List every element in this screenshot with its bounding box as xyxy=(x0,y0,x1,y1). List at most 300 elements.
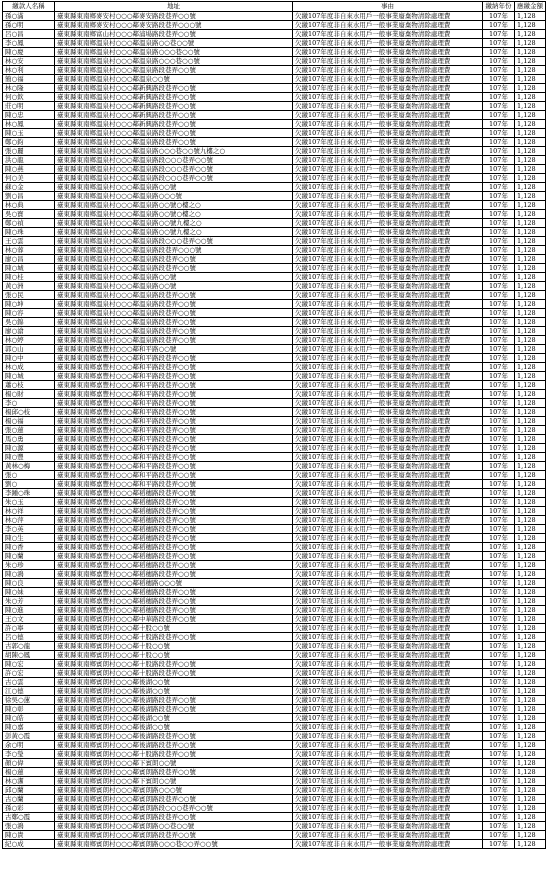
amount-cell: 1,128 xyxy=(515,597,546,606)
table-row xyxy=(3,642,546,651)
table-row xyxy=(3,228,546,237)
year-cell: 107年 xyxy=(483,57,515,66)
reason-cell: 欠繳107年度非自來水用戶一般事業廢棄物清除處理費 xyxy=(293,174,483,183)
payer-name-cell: 林○婷 xyxy=(3,336,55,345)
payer-name-cell: 孫○彩 xyxy=(3,804,55,813)
year-cell: 107年 xyxy=(483,390,515,399)
address-cell: 臺東縣東南鄉嘉豐村○○○鄰稻穗路段巷弄○○號 xyxy=(55,561,293,570)
amount-cell: 1,128 xyxy=(515,408,546,417)
address-cell: 臺東縣東南鄉嘉豐村○○○鄰和平路○○號 xyxy=(55,345,293,354)
payer-name-cell: 彭黃○霞 xyxy=(3,732,55,741)
payer-name-cell: 林○典 xyxy=(3,201,55,210)
address-cell: 臺東縣東南鄉嘉豐村○○○鄰和平路段巷弄○○號 xyxy=(55,363,293,372)
reason-cell: 欠繳107年度非自來水用戶一般事業廢棄物清除處理費 xyxy=(293,354,483,363)
payer-name-cell: 林○祥 xyxy=(3,507,55,516)
address-cell: 臺東縣東南鄉溫泉村○○○鄰溫泉路段巷弄○○號 xyxy=(55,327,293,336)
payer-name-cell: 陳○豐 xyxy=(3,453,55,462)
table-row xyxy=(3,48,546,57)
address-cell: 臺東縣東南鄉溫泉村○○○鄰溫泉路○○號○樓之○ xyxy=(55,210,293,219)
payer-name-cell: 古○蘭 xyxy=(3,795,55,804)
amount-cell: 1,128 xyxy=(515,282,546,291)
payer-name-cell: 鄭○鈞 xyxy=(3,138,55,147)
table-row xyxy=(3,282,546,291)
year-cell: 107年 xyxy=(483,327,515,336)
reason-cell: 欠繳107年度非自來水用戶一般事業廢棄物清除處理費 xyxy=(293,534,483,543)
year-cell: 107年 xyxy=(483,192,515,201)
reason-cell: 欠繳107年度非自來水用戶一般事業廢棄物清除處理費 xyxy=(293,309,483,318)
year-cell: 107年 xyxy=(483,813,515,822)
payer-name-cell: 朱○珍 xyxy=(3,561,55,570)
amount-cell: 1,128 xyxy=(515,579,546,588)
payer-name-cell: 陳○蘭 xyxy=(3,552,55,561)
payer-name-cell: 陳○進 xyxy=(3,606,55,615)
amount-cell: 1,128 xyxy=(515,759,546,768)
year-cell: 107年 xyxy=(483,606,515,615)
table-row xyxy=(3,732,546,741)
address-cell: 臺東縣東南鄉賓朗村○○○鄰下賓朗○○號 xyxy=(55,777,293,786)
reason-cell: 欠繳107年度非自來水用戶一般事業廢棄物清除處理費 xyxy=(293,291,483,300)
year-cell: 107年 xyxy=(483,570,515,579)
payer-name-cell: 陳○良 xyxy=(3,579,55,588)
amount-cell: 1,128 xyxy=(515,39,546,48)
header-row xyxy=(3,2,546,12)
reason-cell: 欠繳107年度非自來水用戶一般事業廢棄物清除處理費 xyxy=(293,840,483,849)
address-cell: 臺東縣東南鄉嘉豐村○○○鄰稻穗路段巷弄○○號 xyxy=(55,606,293,615)
amount-cell: 1,128 xyxy=(515,552,546,561)
year-cell: 107年 xyxy=(483,651,515,660)
year-cell: 107年 xyxy=(483,219,515,228)
amount-cell: 1,128 xyxy=(515,732,546,741)
payer-name-cell: 胡陳○鳳 xyxy=(3,651,55,660)
table-row xyxy=(3,795,546,804)
amount-cell: 1,128 xyxy=(515,75,546,84)
amount-cell: 1,128 xyxy=(515,795,546,804)
year-cell: 107年 xyxy=(483,705,515,714)
table-row xyxy=(3,237,546,246)
address-cell: 臺東縣東南鄉溫泉村○○○鄰溫泉路○○○巷○○號 xyxy=(55,57,293,66)
reason-cell: 欠繳107年度非自來水用戶一般事業廢棄物清除處理費 xyxy=(293,390,483,399)
amount-cell: 1,128 xyxy=(515,183,546,192)
year-cell: 107年 xyxy=(483,66,515,75)
year-cell: 107年 xyxy=(483,237,515,246)
year-cell: 107年 xyxy=(483,381,515,390)
year-cell: 107年 xyxy=(483,93,515,102)
amount-cell: 1,128 xyxy=(515,390,546,399)
address-cell: 臺東縣東南鄉嘉豐村○○○鄰和平路段巷弄○○號 xyxy=(55,471,293,480)
table-row xyxy=(3,543,546,552)
amount-cell: 1,128 xyxy=(515,750,546,759)
amount-cell: 1,128 xyxy=(515,336,546,345)
reason-cell: 欠繳107年度非自來水用戶一般事業廢棄物清除處理費 xyxy=(293,831,483,840)
payer-name-cell: 林○隆 xyxy=(3,84,55,93)
year-cell: 107年 xyxy=(483,165,515,174)
table-row xyxy=(3,615,546,624)
amount-cell: 1,128 xyxy=(515,822,546,831)
payer-name-cell: 陳○香 xyxy=(3,543,55,552)
table-row xyxy=(3,111,546,120)
amount-cell: 1,128 xyxy=(515,660,546,669)
year-cell: 107年 xyxy=(483,687,515,696)
payer-name-cell: 何○美 xyxy=(3,174,55,183)
payer-name-cell: 古郭○龍 xyxy=(3,642,55,651)
table-row xyxy=(3,120,546,129)
address-cell: 臺東縣東南鄉嘉豐村○○○鄰和平路段巷弄○○號 xyxy=(55,390,293,399)
table-row xyxy=(3,219,546,228)
table-row xyxy=(3,426,546,435)
amount-cell: 1,128 xyxy=(515,273,546,282)
payer-name-cell: 李○鳳 xyxy=(3,39,55,48)
table-row xyxy=(3,489,546,498)
address-cell: 臺東縣東南鄉溫泉村○○○鄰溫泉路段巷弄○○號 xyxy=(55,318,293,327)
address-cell: 臺東縣東南鄉溫泉村○○○鄰溫泉路○○號 xyxy=(55,183,293,192)
reason-cell: 欠繳107年度非自來水用戶一般事業廢棄物清除處理費 xyxy=(293,660,483,669)
year-cell: 107年 xyxy=(483,552,515,561)
address-cell: 臺東縣東南鄉溫泉村○○○鄰溫泉路段巷弄○○號 xyxy=(55,264,293,273)
payer-name-cell: 蕭○枝 xyxy=(3,381,55,390)
amount-cell: 1,128 xyxy=(515,327,546,336)
table-row xyxy=(3,651,546,660)
amount-cell: 1,128 xyxy=(515,48,546,57)
address-cell: 臺東縣東南鄉賓朗村○○○鄰後湖○○號 xyxy=(55,714,293,723)
payer-name-cell: 許○寧 xyxy=(3,624,55,633)
address-cell: 臺東縣東南鄉溫泉村○○○鄰溫泉路○○○巷○○號 xyxy=(55,48,293,57)
reason-cell: 欠繳107年度非自來水用戶一般事業廢棄物清除處理費 xyxy=(293,561,483,570)
table-row xyxy=(3,192,546,201)
reason-cell: 欠繳107年度非自來水用戶一般事業廢棄物清除處理費 xyxy=(293,12,483,21)
amount-cell: 1,128 xyxy=(515,129,546,138)
reason-cell: 欠繳107年度非自來水用戶一般事業廢棄物清除處理費 xyxy=(293,147,483,156)
address-cell: 臺東縣東南鄉賓朗村○○○鄰賓朗路段巷弄○○號 xyxy=(55,813,293,822)
address-cell: 臺東縣東南鄉溫泉村○○○鄰溫泉路○○號 xyxy=(55,273,293,282)
payer-name-cell: 黃○洲 xyxy=(3,282,55,291)
address-cell: 臺東縣東南鄉溫泉村○○○鄰溫泉路段巷弄○○號 xyxy=(55,309,293,318)
year-cell: 107年 xyxy=(483,120,515,129)
address-cell: 臺東縣東南鄉賓朗村○○○鄰賓朗路段巷弄○○號 xyxy=(55,795,293,804)
payer-name-cell: 紀○成 xyxy=(3,840,55,849)
address-cell: 臺東縣東南鄉溫泉村○○○鄰溫泉路○○號九樓之○ xyxy=(55,228,293,237)
amount-cell: 1,128 xyxy=(515,687,546,696)
amount-cell: 1,128 xyxy=(515,291,546,300)
address-cell: 臺東縣東南鄉溫泉村○○○鄰溫泉路○○○巷○○號九樓之○ xyxy=(55,147,293,156)
amount-cell: 1,128 xyxy=(515,219,546,228)
payer-name-cell: 洪○龍 xyxy=(3,156,55,165)
reason-cell: 欠繳107年度非自來水用戶一般事業廢棄物清除處理費 xyxy=(293,75,483,84)
year-cell: 107年 xyxy=(483,174,515,183)
table-row xyxy=(3,156,546,165)
table-row xyxy=(3,471,546,480)
table-row xyxy=(3,327,546,336)
year-cell: 107年 xyxy=(483,228,515,237)
reason-cell: 欠繳107年度非自來水用戶一般事業廢棄物清除處理費 xyxy=(293,768,483,777)
table-row xyxy=(3,273,546,282)
year-cell: 107年 xyxy=(483,183,515,192)
year-cell: 107年 xyxy=(483,804,515,813)
amount-cell: 1,128 xyxy=(515,192,546,201)
address-cell: 臺東縣東南鄉賓朗村○○○鄰十股路段巷弄○○號 xyxy=(55,750,293,759)
payer-name-cell: 王○雲 xyxy=(3,237,55,246)
address-cell: 臺東縣東南鄉溫泉村○○○鄰新興路段巷弄○○號 xyxy=(55,111,293,120)
table-body xyxy=(3,12,546,849)
address-cell: 臺東縣東南鄉溫泉村○○○鄰溫泉路段巷弄○○號 xyxy=(55,291,293,300)
table-row xyxy=(3,255,546,264)
reason-cell: 欠繳107年度非自來水用戶一般事業廢棄物清除處理費 xyxy=(293,786,483,795)
reason-cell: 欠繳107年度非自來水用戶一般事業廢棄物清除處理費 xyxy=(293,543,483,552)
reason-cell: 欠繳107年度非自來水用戶一般事業廢棄物清除處理費 xyxy=(293,111,483,120)
reason-cell: 欠繳107年度非自來水用戶一般事業廢棄物清除處理費 xyxy=(293,210,483,219)
address-cell: 臺東縣東南鄉嘉豐村○○○鄰稻穗路段巷弄○○號 xyxy=(55,552,293,561)
table-row xyxy=(3,534,546,543)
table-row xyxy=(3,696,546,705)
year-cell: 107年 xyxy=(483,417,515,426)
payer-name-cell: 陳○嘉 xyxy=(3,723,55,732)
reason-cell: 欠繳107年度非自來水用戶一般事業廢棄物清除處理費 xyxy=(293,651,483,660)
table-row xyxy=(3,75,546,84)
address-cell: 臺東縣東南鄉賓朗村○○○鄰後湖○○號 xyxy=(55,687,293,696)
amount-cell: 1,128 xyxy=(515,165,546,174)
address-cell: 臺東縣東南鄉溫泉村○○○鄰溫泉路段○○○巷弄○○號 xyxy=(55,174,293,183)
amount-cell: 1,128 xyxy=(515,399,546,408)
table-row xyxy=(3,372,546,381)
payer-name-cell: 廖○滄 xyxy=(3,327,55,336)
payer-name-cell: 莊○明 xyxy=(3,102,55,111)
year-cell: 107年 xyxy=(483,372,515,381)
payer-name-cell: 陳○妹 xyxy=(3,588,55,597)
payer-name-cell: 張○鴻 xyxy=(3,822,55,831)
year-cell: 107年 xyxy=(483,660,515,669)
reason-cell: 欠繳107年度非自來水用戶一般事業廢棄物清除處理費 xyxy=(293,255,483,264)
year-cell: 107年 xyxy=(483,732,515,741)
address-cell: 臺東縣東南鄉賓朗村○○○鄰後湖路段巷弄○○號 xyxy=(55,705,293,714)
year-cell: 107年 xyxy=(483,579,515,588)
payer-name-cell: 張○ xyxy=(3,471,55,480)
payer-name-cell: 陳○中 xyxy=(3,354,55,363)
amount-cell: 1,128 xyxy=(515,372,546,381)
address-cell: 臺東縣東南鄉賓朗村○○○鄰十股○○號 xyxy=(55,642,293,651)
table-row xyxy=(3,354,546,363)
amount-cell: 1,128 xyxy=(515,237,546,246)
address-cell: 臺東縣東南鄉嘉豐村○○○鄰稻穗路段巷弄○○號 xyxy=(55,543,293,552)
table-row xyxy=(3,831,546,840)
reason-cell: 欠繳107年度非自來水用戶一般事業廢棄物清除處理費 xyxy=(293,597,483,606)
amount-cell: 1,128 xyxy=(515,120,546,129)
address-cell: 臺東縣東南鄉溫泉村○○○鄰溫泉路段巷弄○○號 xyxy=(55,129,293,138)
amount-cell: 1,128 xyxy=(515,84,546,93)
address-cell: 臺東縣東南鄉溫泉村○○○鄰溫泉路段巷弄○○○號 xyxy=(55,246,293,255)
table-row xyxy=(3,408,546,417)
table-row xyxy=(3,498,546,507)
address-cell: 臺東縣東南鄉麥安村○○○鄰麥安路段巷弄○○○號 xyxy=(55,21,293,30)
year-cell: 107年 xyxy=(483,399,515,408)
reason-cell: 欠繳107年度非自來水用戶一般事業廢棄物清除處理費 xyxy=(293,93,483,102)
table-row xyxy=(3,201,546,210)
amount-cell: 1,128 xyxy=(515,30,546,39)
table-row xyxy=(3,336,546,345)
table-row xyxy=(3,210,546,219)
year-cell: 107年 xyxy=(483,300,515,309)
reason-cell: 欠繳107年度非自來水用戶一般事業廢棄物清除處理費 xyxy=(293,156,483,165)
reason-cell: 欠繳107年度非自來水用戶一般事業廢棄物清除處理費 xyxy=(293,129,483,138)
year-cell: 107年 xyxy=(483,408,515,417)
address-cell: 臺東縣東南鄉嘉豐村○○○鄰和平路段巷弄○○號 xyxy=(55,399,293,408)
year-cell: 107年 xyxy=(483,255,515,264)
amount-cell: 1,128 xyxy=(515,642,546,651)
table-row xyxy=(3,345,546,354)
address-cell: 臺東縣東南鄉溫泉村○○○鄰溫泉路段巷弄○○號 xyxy=(55,336,293,345)
address-cell: 臺東縣東南鄉賓朗村○○○鄰後湖路段巷弄○○號 xyxy=(55,741,293,750)
address-cell: 臺東縣東南鄉賓朗村○○○鄰賓朗路段巷弄○○號 xyxy=(55,768,293,777)
amount-cell: 1,128 xyxy=(515,516,546,525)
amount-cell: 1,128 xyxy=(515,723,546,732)
amount-cell: 1,128 xyxy=(515,813,546,822)
reason-cell: 欠繳107年度非自來水用戶一般事業廢棄物清除處理費 xyxy=(293,471,483,480)
reason-cell: 欠繳107年度非自來水用戶一般事業廢棄物清除處理費 xyxy=(293,453,483,462)
payer-name-cell: 劉○昌 xyxy=(3,192,55,201)
reason-cell: 欠繳107年度非自來水用戶一般事業廢棄物清除處理費 xyxy=(293,84,483,93)
table-row xyxy=(3,462,546,471)
address-cell: 臺東縣東南鄉溫泉村○○○鄰溫泉路○○巷○○號 xyxy=(55,39,293,48)
payer-name-cell: 吳○錦 xyxy=(3,318,55,327)
year-cell: 107年 xyxy=(483,111,515,120)
year-cell: 107年 xyxy=(483,642,515,651)
payer-name-cell: 林○成 xyxy=(3,363,55,372)
table-row xyxy=(3,588,546,597)
payer-name-cell: 余○明 xyxy=(3,741,55,750)
amount-cell: 1,128 xyxy=(515,588,546,597)
reason-cell: 欠繳107年度非自來水用戶一般事業廢棄物清除處理費 xyxy=(293,615,483,624)
amount-cell: 1,128 xyxy=(515,138,546,147)
reason-cell: 欠繳107年度非自來水用戶一般事業廢棄物清除處理費 xyxy=(293,408,483,417)
reason-cell: 欠繳107年度非自來水用戶一般事業廢棄物清除處理費 xyxy=(293,219,483,228)
address-cell: 臺東縣東南鄉嘉豐村○○○鄰稻穗路段巷弄○○號 xyxy=(55,588,293,597)
address-cell: 臺東縣東南鄉溫泉村○○○鄰溫泉路段巷弄○○號 xyxy=(55,138,293,147)
address-cell: 臺東縣東南鄉賓朗村○○○鄰後湖○○號 xyxy=(55,723,293,732)
table-row xyxy=(3,435,546,444)
payer-name-cell: 陳○城 xyxy=(3,264,55,273)
payer-name-cell: 林○利 xyxy=(3,66,55,75)
amount-cell: 1,128 xyxy=(515,57,546,66)
address-cell: 臺東縣東南鄉溫泉村○○○鄰溫泉路○○○號 xyxy=(55,192,293,201)
year-cell: 107年 xyxy=(483,129,515,138)
address-cell: 臺東縣東南鄉嘉豐村○○○鄰和平路段巷弄○○號 xyxy=(55,453,293,462)
year-cell: 107年 xyxy=(483,480,515,489)
amount-cell: 1,128 xyxy=(515,840,546,849)
reason-cell: 欠繳107年度非自來水用戶一般事業廢棄物清除處理費 xyxy=(293,696,483,705)
address-cell: 臺東縣東南鄉嘉豐村○○○鄰稻穗路段巷弄○○號 xyxy=(55,570,293,579)
table-row xyxy=(3,705,546,714)
year-cell: 107年 xyxy=(483,462,515,471)
amount-cell: 1,128 xyxy=(515,93,546,102)
year-cell: 107年 xyxy=(483,246,515,255)
payer-name-cell: 古○雲 xyxy=(3,678,55,687)
amount-cell: 1,128 xyxy=(515,633,546,642)
address-cell: 臺東縣東南鄉賓朗村○○○鄰十股路段巷弄○○號 xyxy=(55,660,293,669)
year-cell: 107年 xyxy=(483,21,515,30)
year-cell: 107年 xyxy=(483,210,515,219)
year-cell: 107年 xyxy=(483,48,515,57)
reason-cell: 欠繳107年度非自來水用戶一般事業廢棄物清除處理費 xyxy=(293,237,483,246)
year-cell: 107年 xyxy=(483,138,515,147)
year-cell: 107年 xyxy=(483,84,515,93)
reason-cell: 欠繳107年度非自來水用戶一般事業廢棄物清除處理費 xyxy=(293,183,483,192)
reason-cell: 欠繳107年度非自來水用戶一般事業廢棄物清除處理費 xyxy=(293,714,483,723)
year-cell: 107年 xyxy=(483,471,515,480)
address-cell: 臺東縣東南鄉溫泉村○○○鄰溫泉路○○號九樓之○ xyxy=(55,219,293,228)
table-row xyxy=(3,300,546,309)
year-cell: 107年 xyxy=(483,273,515,282)
table-row xyxy=(3,777,546,786)
amount-cell: 1,128 xyxy=(515,624,546,633)
table-row xyxy=(3,624,546,633)
payer-name-cell: 李○ xyxy=(3,399,55,408)
reason-cell: 欠繳107年度非自來水用戶一般事業廢棄物清除處理費 xyxy=(293,21,483,30)
year-cell: 107年 xyxy=(483,363,515,372)
address-cell: 臺東縣東南鄉嘉豐村○○○鄰和平路段巷弄○○號 xyxy=(55,381,293,390)
reason-cell: 欠繳107年度非自來水用戶一般事業廢棄物清除處理費 xyxy=(293,723,483,732)
amount-cell: 1,128 xyxy=(515,534,546,543)
table-row xyxy=(3,183,546,192)
table-row xyxy=(3,138,546,147)
year-cell: 107年 xyxy=(483,291,515,300)
amount-cell: 1,128 xyxy=(515,264,546,273)
amount-cell: 1,128 xyxy=(515,102,546,111)
reason-cell: 欠繳107年度非自來水用戶一般事業廢棄物清除處理費 xyxy=(293,570,483,579)
table-row xyxy=(3,453,546,462)
amount-cell: 1,128 xyxy=(515,417,546,426)
address-cell: 臺東縣東南鄉溫泉村○○○鄰溫泉○○號 xyxy=(55,75,293,84)
table-row xyxy=(3,246,546,255)
reason-cell: 欠繳107年度非自來水用戶一般事業廢棄物清除處理費 xyxy=(293,201,483,210)
address-cell: 臺東縣東南鄉賓朗村○○○鄰賓朗路段巷弄○○號 xyxy=(55,831,293,840)
address-cell: 臺東縣東南鄉溫泉村○○○鄰新興路段巷弄○○號 xyxy=(55,93,293,102)
address-cell: 臺東縣東南鄉溫泉村○○○鄰溫泉路○○號 xyxy=(55,282,293,291)
reason-cell: 欠繳107年度非自來水用戶一般事業廢棄物清除處理費 xyxy=(293,102,483,111)
reason-cell: 欠繳107年度非自來水用戶一般事業廢棄物清除處理費 xyxy=(293,480,483,489)
year-cell: 107年 xyxy=(483,669,515,678)
payer-name-cell: 楊邱○枝 xyxy=(3,408,55,417)
table-row xyxy=(3,741,546,750)
payer-name-cell: 陳○珠 xyxy=(3,228,55,237)
reason-cell: 欠繳107年度非自來水用戶一般事業廢棄物清除處理費 xyxy=(293,705,483,714)
reason-cell: 欠繳107年度非自來水用戶一般事業廢棄物清除處理費 xyxy=(293,228,483,237)
reason-cell: 欠繳107年度非自來水用戶一般事業廢棄物清除處理費 xyxy=(293,48,483,57)
year-cell: 107年 xyxy=(483,624,515,633)
reason-cell: 欠繳107年度非自來水用戶一般事業廢棄物清除處理費 xyxy=(293,318,483,327)
amount-cell: 1,128 xyxy=(515,462,546,471)
address-cell: 臺東縣東南鄉賓朗村○○○鄰十股○○號 xyxy=(55,624,293,633)
address-cell: 臺東縣東南鄉嘉豐村○○○鄰稻穗路段巷弄○○號 xyxy=(55,498,293,507)
payer-name-cell: 林○萍 xyxy=(3,516,55,525)
payer-name-cell: 陳○燕 xyxy=(3,165,55,174)
address-cell: 臺東縣東南鄉賓朗村○○○鄰賓朗路○○巷○○號 xyxy=(55,822,293,831)
payer-name-cell: 李○瑩 xyxy=(3,750,55,759)
table-row xyxy=(3,678,546,687)
payer-name-cell: 張○蓮 xyxy=(3,426,55,435)
payer-name-cell: 徐吳○蓮 xyxy=(3,696,55,705)
address-cell: 臺東縣東南鄉溫泉村○○○鄰溫泉路段巷弄○○號 xyxy=(55,255,293,264)
payer-name-cell: 陳○皓 xyxy=(3,714,55,723)
reason-cell: 欠繳107年度非自來水用戶一般事業廢棄物清除處理費 xyxy=(293,426,483,435)
year-cell: 107年 xyxy=(483,507,515,516)
reason-cell: 欠繳107年度非自來水用戶一般事業廢棄物清除處理費 xyxy=(293,525,483,534)
reason-cell: 欠繳107年度非自來水用戶一般事業廢棄物清除處理費 xyxy=(293,282,483,291)
payer-name-cell: 張○民 xyxy=(3,291,55,300)
reason-cell: 欠繳107年度非自來水用戶一般事業廢棄物清除處理費 xyxy=(293,381,483,390)
table-row xyxy=(3,381,546,390)
table-row xyxy=(3,291,546,300)
amount-cell: 1,128 xyxy=(515,669,546,678)
reason-cell: 欠繳107年度非自來水用戶一般事業廢棄物清除處理費 xyxy=(293,588,483,597)
table-row xyxy=(3,516,546,525)
